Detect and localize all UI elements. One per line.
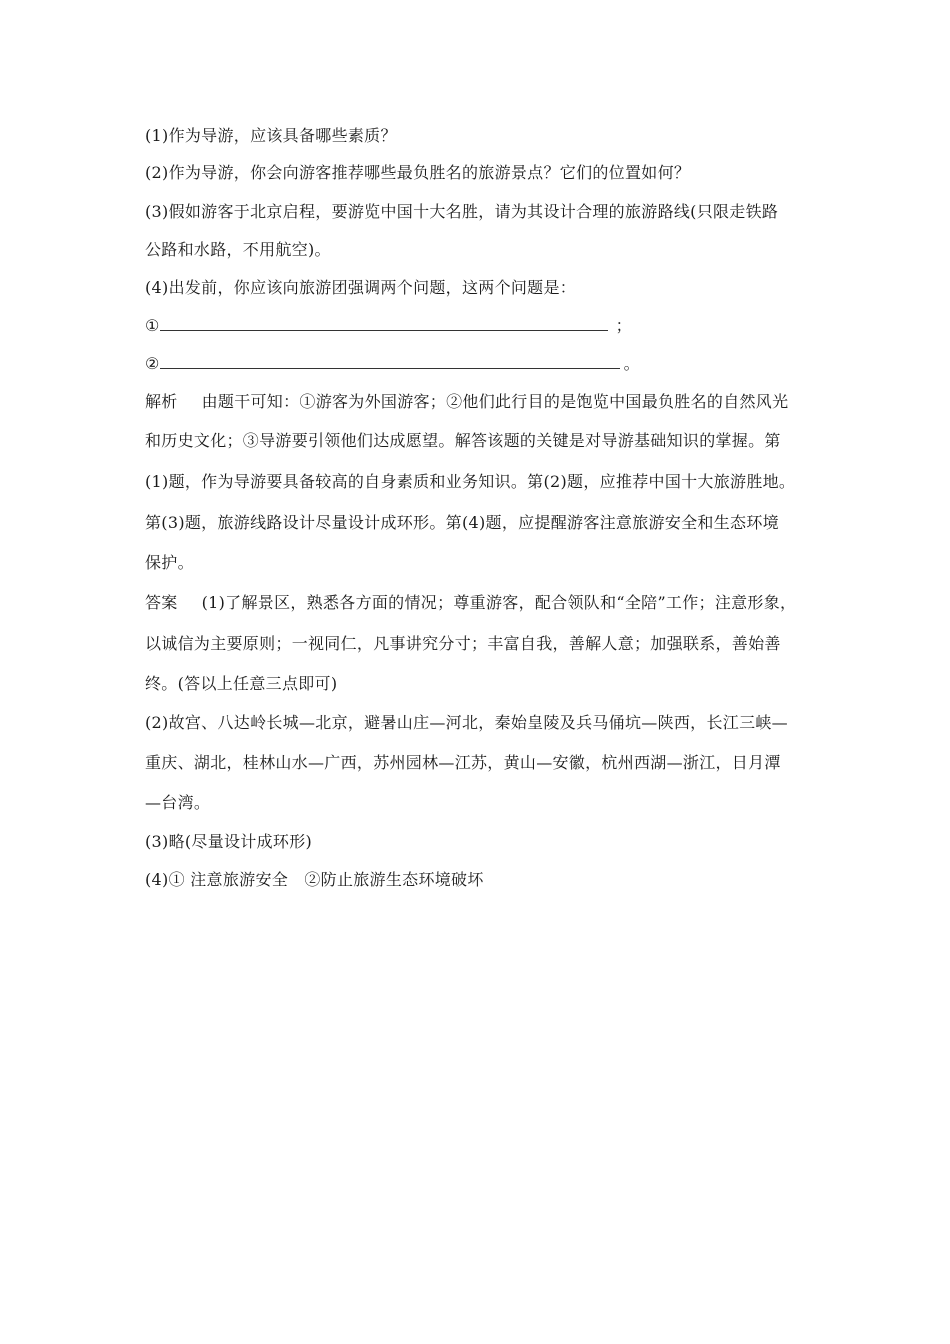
answer-1-line-2: 以诚信为主要原则；一视同仁，凡事讲究分寸；丰富自我，善解人意；加强联系，善始善 [145, 634, 781, 653]
blank-1-marker: ① [145, 316, 160, 335]
answer-4: (4)① 注意旅游安全 ②防止旅游生态环境破坏 [145, 870, 484, 889]
blank-1-end: ； [615, 316, 632, 335]
answer-2-line-3: —台湾。 [145, 793, 211, 812]
blank-2-marker: ② [145, 354, 160, 373]
answer-1-text-1: (1)了解景区，熟悉各方面的情况；尊重游客，配合领队和“全陪”工作；注意形象， [201, 593, 797, 612]
answer-blank-1 [145, 316, 825, 336]
question-1: (1)作为导游，应该具备哪些素质？ [145, 126, 397, 145]
answer-1-line-3: 终。(答以上任意三点即可) [145, 674, 338, 693]
analysis-line-4: 第(3)题，旅游线路设计尽量设计成环形。第(4)题，应提醒游客注意旅游安全和生态环境 [145, 513, 779, 532]
analysis-text-1: 由题干可知：①游客为外国游客；②他们此行目的是饱览中国最负胜名的自然风光 [201, 392, 789, 411]
analysis-line-5: 保护。 [145, 553, 194, 572]
question-4: (4)出发前，你应该向旅游团强调两个问题，这两个问题是： [145, 278, 577, 297]
answer-line-1 [145, 593, 825, 613]
analysis-label: 解析 [145, 392, 178, 411]
answer-3: (3)略(尽量设计成环形) [145, 832, 313, 851]
answer-label: 答案 [145, 593, 178, 612]
answer-2-line-2: 重庆、湖北，桂林山水—广西，苏州园林—江苏，黄山—安徽，杭州西湖—浙江，日月潭 [145, 753, 781, 772]
blank-2-end: 。 [623, 354, 640, 373]
analysis-line-1 [145, 392, 825, 412]
blank-1-underline [160, 316, 608, 331]
analysis-line-3: (1)题，作为导游要具备较高的自身素质和业务知识。第(2)题，应推荐中国十大旅游胜地。 [145, 472, 796, 491]
answer-blank-2 [145, 354, 825, 374]
blank-2-underline [160, 354, 620, 369]
question-3-line-2: 公路和水路，不用航空)。 [145, 240, 331, 259]
question-3-line-1: (3)假如游客于北京启程，要游览中国十大名胜，请为其设计合理的旅游路线(只限走铁路 [145, 202, 779, 221]
analysis-line-2: 和历史文化；③导游要引领他们达成愿望。解答该题的关键是对导游基础知识的掌握。第 [145, 431, 781, 450]
question-2: (2)作为导游，你会向游客推荐哪些最负胜名的旅游景点？它们的位置如何？ [145, 163, 691, 182]
answer-2-line-1: (2)故宫、八达岭长城—北京，避暑山庄—河北，秦始皇陵及兵马俑坑—陕西，长江三峡— [145, 713, 788, 732]
